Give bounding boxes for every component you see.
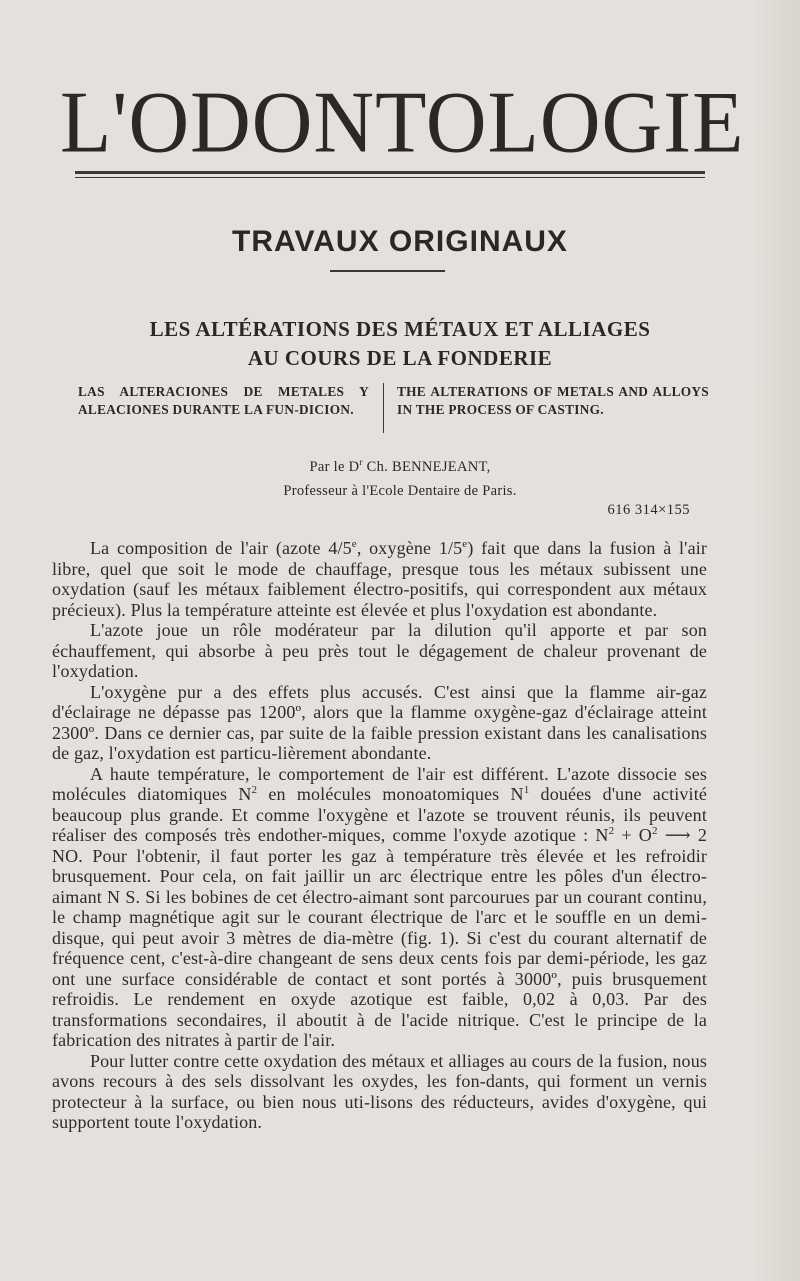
article-title	[60, 315, 740, 373]
paragraph-4-text-e: ⟶ 2 NO. Pour l'obtenir, il faut porter les gaz à température très élevée et les refroidir brusquement. Pour cela, on fait jaillir un arc électrique entre les pôles d'un électro-aimant N S. Si les bobines de cet électro-aimant sont parcourues par un courant continu, le champ magnétique agit sur le courant électrique de l'arc et le souffle en un demi-disque, qui peut avoir 3 mètres de dia-mètre (fig. 1). Si c'est du courant alternatif de fréquence cent, c'est-à-dire changeant de sens deux cents fois par demi-période, les gaz ont une surface considérable de contact et sont portés à 3000º, puis brusquement refroidis. Le rendement en oxyde azotique est faible, 0,02 à 0,03. Par des transformations secondaires, il aboutit à de l'acide nitrique. C'est le principe de la fabrication des nitrates à partir de l'air.	[52, 825, 707, 1050]
paragraph-3: L'oxygène pur a des effets plus accusés. C'est ainsi que la flamme air-gaz d'éclairage ne dépasse pas 1200º, alors que la flamme oxygène-gaz d'éclairage atteint 2300º. Dans ce dernier cas, par suite de la faible pression existant dans les canalisations de gaz, l'oxydation est particu-lièrement abondante.	[52, 681, 707, 763]
journal-title: L'ODONTOLOGIE	[60, 73, 745, 172]
author-block	[0, 450, 800, 503]
section-heading: TRAVAUX ORIGINAUX	[232, 225, 568, 258]
paragraph-4-text-c: douées d'une activité beaucoup plus grande. Et comme l'oxygène et l'azote se trouvent réunis, ils peuvent réaliser des composés très endother-miques, comme l'oxyde azotique : N	[52, 784, 707, 845]
paragraph-4	[52, 764, 707, 1051]
classification-number: 616 314×155	[607, 502, 690, 518]
paragraph-1-text-c: ) fait que dans la fusion à l'air libre, quel que soit le mode de chauffage, presque tous les métaux subissent une oxydation (sauf les métaux faiblement électro-positifs, qui correspondent aux métaux précieux). Plus la température atteinte est élevée et plus l'oxydation est abondante.	[52, 538, 708, 620]
article-title-line-2: AU COURS DE LA FONDERIE	[247, 346, 553, 370]
page-edge-shadow	[752, 0, 800, 1281]
paragraph-5: Pour lutter contre cette oxydation des métaux et alliages au cours de la fusion, nous avons recours à des sels dissolvant les oxydes, les fon-dants, qui forment un vernis protecteur à la surface, ou bien nous uti-lisons des réducteurs, avides d'oxygène, qui supportent toute l'oxydation.	[52, 1050, 707, 1132]
paragraph-1-sup-2: e	[462, 538, 468, 550]
paragraph-4-text-a: A haute température, le comportement de l'air est différent. L'azote dissocie ses molécules diatomiques N	[52, 763, 707, 804]
byline-sup: r	[359, 457, 363, 467]
article-body	[52, 538, 707, 1133]
article-title-spanish: LAS ALTERACIONES DE METALES Y ALEACIONES DURANTE LA FUN-DICION.	[78, 384, 369, 417]
paragraph-2: L'azote joue un rôle modérateur par la dilution qu'il apporte et par son échauffement, qui absorbe à peu près tout le dégagement de chaleur provenant de l'oxydation.	[52, 620, 707, 681]
title-rule-thin	[75, 177, 705, 178]
paragraph-4-text-b: en molécules monoatomiques N	[257, 784, 524, 804]
paragraph-4-sup-3: 2	[608, 825, 615, 837]
section-rule	[330, 270, 445, 272]
paragraph-4-sup-2: 1	[523, 784, 530, 796]
column-divider	[383, 383, 384, 433]
paragraph-4-sup-4: 2	[651, 825, 658, 837]
article-title-english: THE ALTERATIONS OF METALS AND ALLOYS IN THE PROCESS OF CASTING.	[397, 384, 709, 417]
paragraph-4-sup-1: 2	[251, 784, 258, 796]
byline	[0, 450, 800, 479]
byline-prefix: Par le D	[309, 458, 360, 475]
title-rule-thick	[75, 171, 705, 174]
paragraph-1-text-b: , oxygène 1/5	[356, 538, 463, 558]
author-affiliation: Professeur à l'Ecole Dentaire de Paris.	[283, 482, 517, 499]
author-name: Ch. BENNEJEANT,	[362, 458, 491, 475]
paragraph-1-text-a: La composition de l'air (azote 4/5	[90, 538, 352, 558]
paragraph-1	[52, 538, 707, 620]
paragraph-1-sup-1: e	[351, 538, 357, 550]
article-title-line-1: LES ALTÉRATIONS DES MÉTAUX ET ALLIAGES	[149, 317, 651, 341]
paragraph-4-text-d: + O	[614, 825, 652, 845]
